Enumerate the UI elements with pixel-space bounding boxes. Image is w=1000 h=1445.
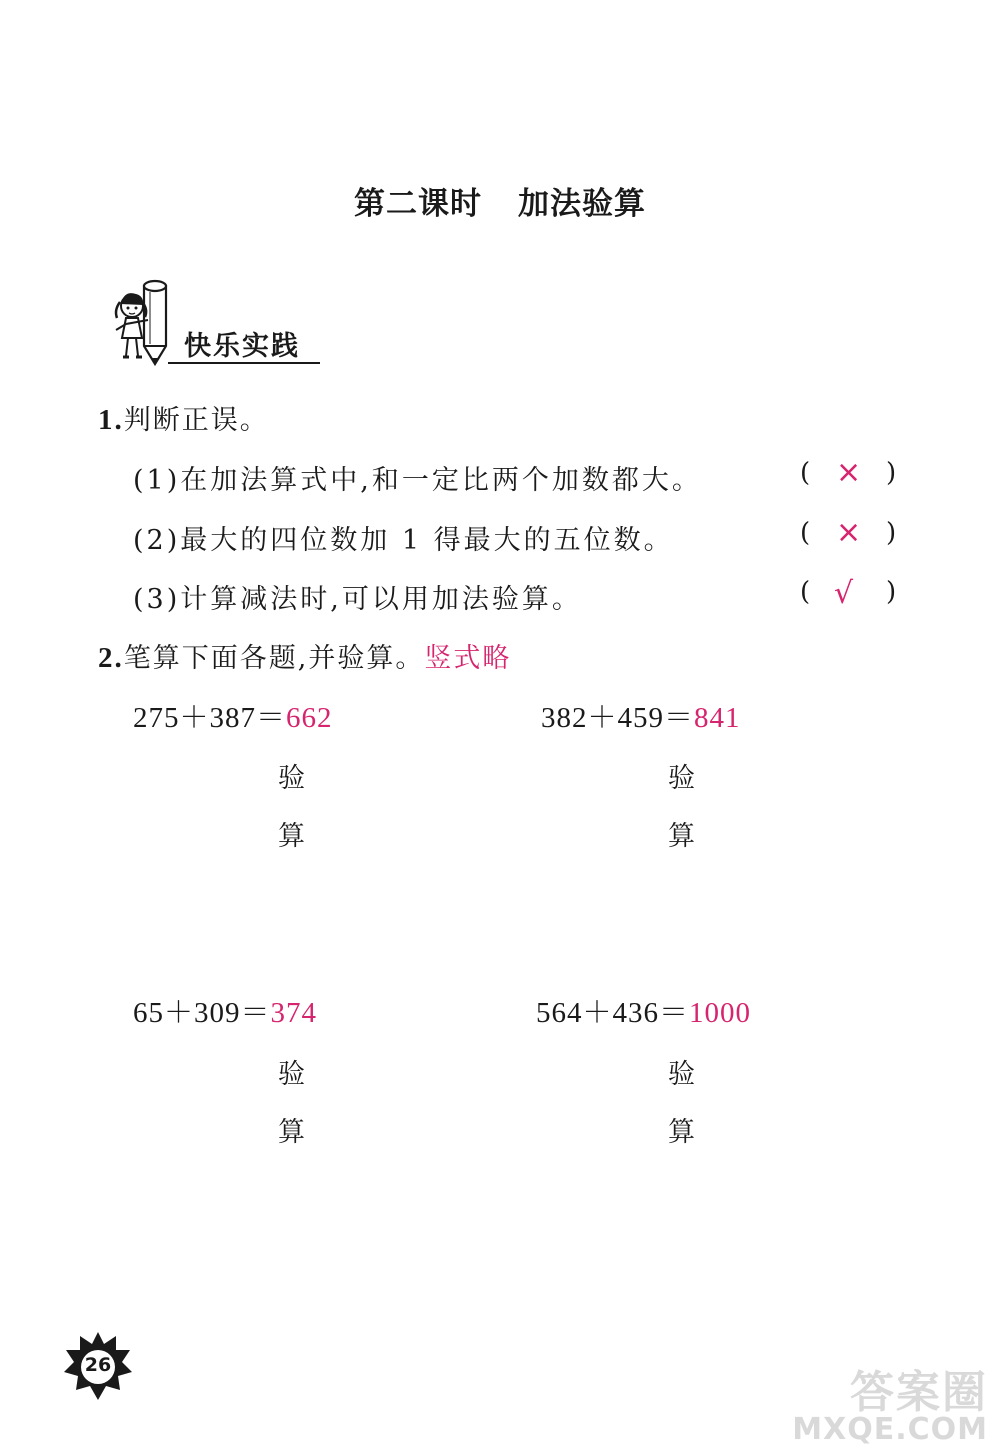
q1-item-2-right-paren: ) — [886, 518, 897, 548]
problem-4-verify-top: 验 — [668, 1059, 695, 1090]
q1-item-2-left-paren: ( — [800, 518, 811, 548]
problem-1-verify-top: 验 — [278, 763, 305, 794]
watermark-line1: 答案圈 — [850, 1367, 988, 1418]
problem-3-expression: 65＋309＝ — [133, 997, 271, 1029]
question-2-note: 竖式略 — [424, 643, 512, 674]
problem-1-expression: 275＋387＝ — [133, 702, 287, 734]
lesson-title-part1: 第二课时 — [354, 186, 482, 222]
lesson-title — [0, 178, 1000, 223]
lesson-title-part2: 加法验算 — [518, 186, 646, 222]
q1-item-2-mark: × — [836, 515, 862, 550]
problem-1-answer: 662 — [286, 702, 333, 734]
q1-item-3-mark: √ — [834, 576, 854, 611]
girl-with-pencil-icon — [108, 272, 178, 372]
q1-item-3-left-paren: ( — [800, 577, 811, 607]
q1-item-3-right-paren: ) — [886, 577, 897, 607]
problem-4-answer: 1000 — [689, 997, 752, 1029]
question-2 — [98, 636, 511, 675]
question-1 — [98, 398, 269, 437]
watermark — [792, 1367, 988, 1445]
problem-2-answer: 841 — [694, 702, 741, 734]
problem-2-verify-bottom: 算 — [668, 821, 695, 852]
watermark-line2: MXQE.COM — [792, 1412, 988, 1445]
page-number-badge — [62, 1330, 134, 1402]
q1-item-1-left-paren: ( — [800, 458, 811, 488]
problem-4 — [536, 990, 751, 1031]
q1-item-1-right-paren: ) — [886, 458, 897, 488]
section-header — [108, 272, 323, 372]
problem-4-expression: 564＋436＝ — [536, 997, 690, 1029]
problem-3-verify-top: 验 — [278, 1059, 305, 1090]
problem-2-expression: 382＋459＝ — [541, 702, 695, 734]
problem-1-verify-bottom: 算 — [278, 821, 305, 852]
problem-3 — [133, 990, 317, 1031]
question-1-prompt: 判断正误。 — [123, 405, 269, 436]
problem-1 — [133, 695, 333, 736]
question-2-number: 2. — [98, 642, 124, 674]
q1-item-1-mark: × — [836, 455, 862, 490]
question-1-number: 1. — [98, 404, 124, 436]
problem-3-verify-bottom: 算 — [278, 1117, 305, 1148]
problem-3-answer: 374 — [270, 997, 318, 1029]
q1-item-1-text: (1)在加法算式中,和一定比两个加数都大。 — [133, 465, 702, 496]
problem-4-verify-bottom: 算 — [668, 1117, 695, 1148]
question-2-prompt: 笔算下面各题,并验算。 — [123, 643, 425, 674]
page-number: 26 — [84, 1354, 112, 1376]
section-underline — [168, 362, 320, 364]
problem-2 — [541, 695, 741, 736]
q1-item-2-text: (2)最大的四位数加 1 得最大的五位数。 — [133, 525, 674, 556]
q1-item-3-text: (3)计算减法时,可以用加法验算。 — [133, 584, 582, 615]
problem-2-verify-top: 验 — [668, 763, 695, 794]
section-label: 快乐实践 — [184, 331, 300, 362]
